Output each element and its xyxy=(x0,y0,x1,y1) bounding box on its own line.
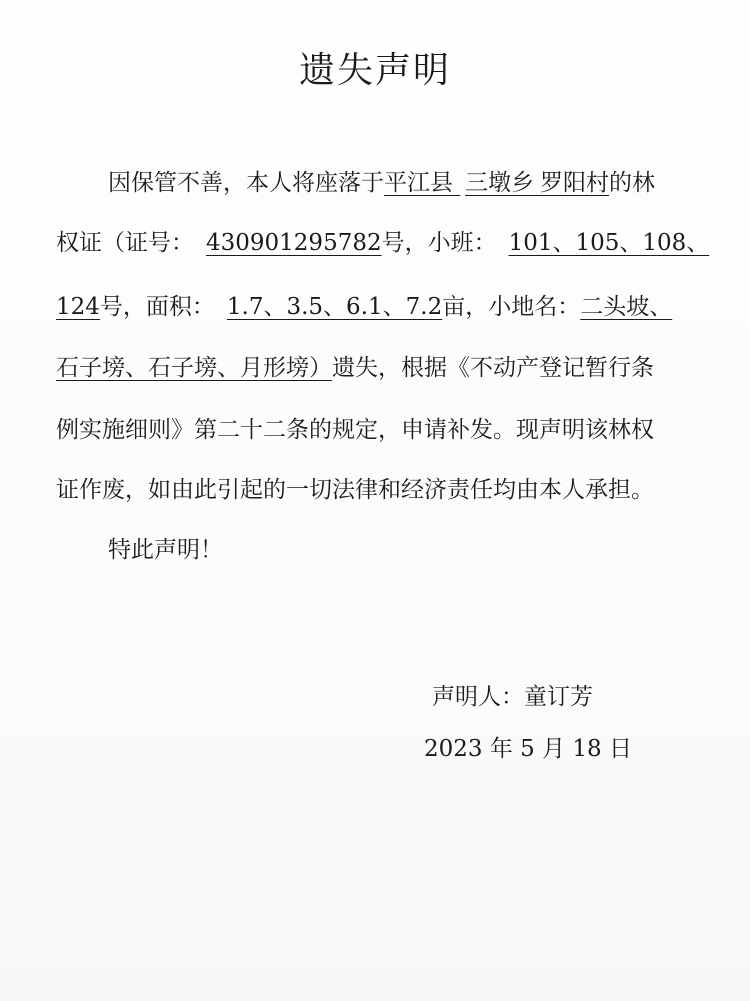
township-field: 三墩乡 xyxy=(465,170,534,196)
line3-text-a: 号，面积： xyxy=(99,294,215,320)
body-line-6: 证作废，如由此引起的一切法律和经济责任均由本人承担。 xyxy=(56,477,654,503)
closing-line: 特此声明！ xyxy=(108,537,223,563)
line4-text: 遗失，根据《不动产登记暂行条 xyxy=(332,355,654,381)
village-field: 罗阳村 xyxy=(540,170,609,196)
subcompartment-field-a: 101、105、108、 xyxy=(508,230,710,256)
document-title: 遗失声明 xyxy=(298,50,451,91)
area-field: 1.7、3.5、6.1、7.2 xyxy=(226,294,443,320)
signer-name: 声明人：童订芳 xyxy=(432,684,593,710)
subcompartment-field-b: 124 xyxy=(56,294,100,320)
line3-text-b: 亩，小地名： xyxy=(442,294,581,320)
county-field: 平江县 xyxy=(384,170,453,196)
line2-text-a: 权证（证号： xyxy=(56,230,194,256)
body-line-5: 例实施细则》第二十二条的规定，申请补发。现声明该林权 xyxy=(56,417,654,443)
signature-date: 2023 年 5 月 18 日 xyxy=(424,736,632,762)
line1-intro: 因保管不善，本人将座落于 xyxy=(108,170,384,196)
certificate-number-field: 430901295782 xyxy=(206,230,382,256)
blank-gap xyxy=(453,168,465,198)
body-line-1 xyxy=(0,168,750,198)
place-name-field-b: 石子塝、石子塝、月形塝） xyxy=(56,355,332,381)
place-name-field-a: 二头坡、 xyxy=(580,294,673,320)
body-line-2 xyxy=(0,228,750,258)
body-line-3 xyxy=(0,292,750,322)
line1-tail: 的林 xyxy=(609,170,655,196)
line2-text-b: 号，小班： xyxy=(381,230,497,256)
body-line-4 xyxy=(0,353,750,383)
